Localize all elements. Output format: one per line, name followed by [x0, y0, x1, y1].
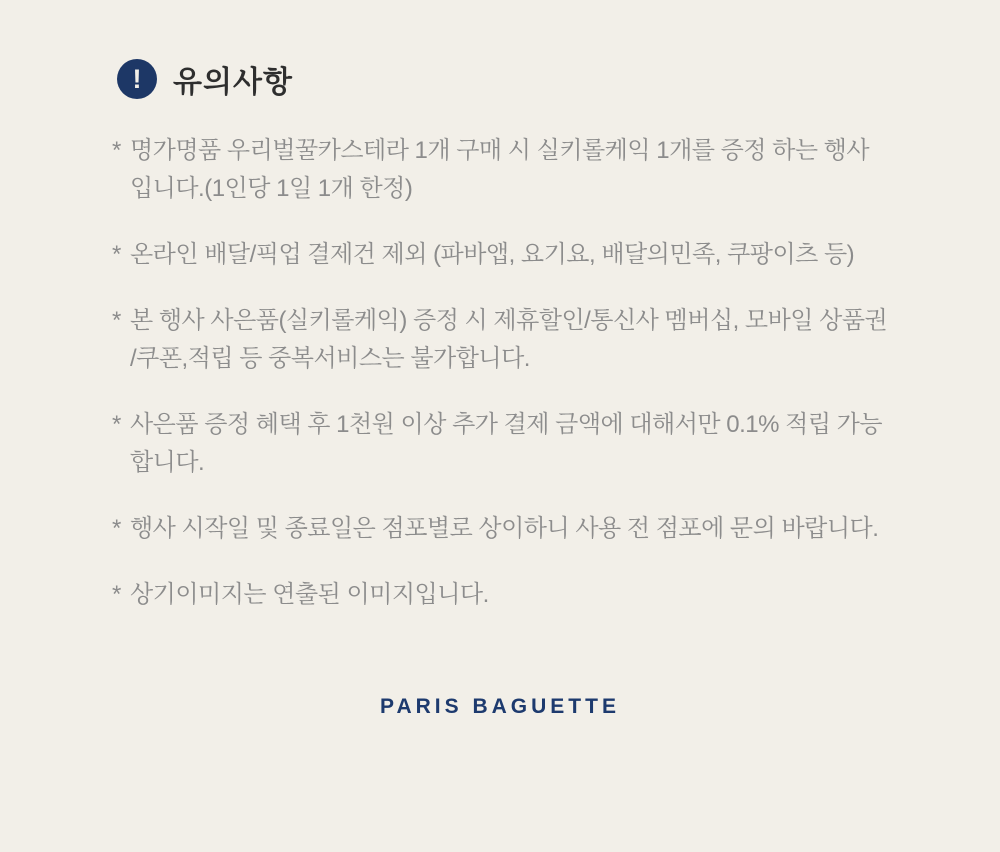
notice-item: [112, 406, 892, 482]
footer: [0, 695, 1000, 719]
notice-bullet: *: [112, 515, 122, 542]
notice-bullet: *: [112, 241, 122, 268]
notice-list: [112, 132, 892, 614]
notice-text: 사은품 증정 혜택 후 1천원 이상 추가 결제 금액에 대해서만 0.1% 적립 가능 합니다.: [130, 411, 883, 476]
notice-item: [112, 132, 892, 208]
notice-text: 명가명품 우리벌꿀카스테라 1개 구매 시 실키롤케익 1개를 증정 하는 행사 입니다.(1인당 1일 1개 한정): [130, 137, 870, 202]
notice-header: [0, 0, 1000, 101]
notice-bullet: *: [112, 307, 122, 334]
notice-item: [112, 236, 892, 274]
notice-item: [112, 510, 892, 548]
notice-text: 상기이미지는 연출된 이미지입니다.: [130, 581, 489, 608]
notice-bullet: *: [112, 411, 122, 438]
notice-text: 행사 시작일 및 종료일은 점포별로 상이하니 사용 전 점포에 문의 바랍니다.: [130, 515, 879, 542]
paris-baguette-logo: PARIS BAGUETTE: [380, 695, 620, 718]
notice-item: [112, 576, 892, 614]
notice-text: 본 행사 사은품(실키롤케익) 증정 시 제휴할인/통신사 멤버십, 모바일 상품권 /쿠폰,적립 등 중복서비스는 불가합니다.: [130, 307, 888, 372]
notice-item: [112, 302, 892, 378]
notice-bullet: *: [112, 581, 122, 608]
notice-text: 온라인 배달/픽업 결제건 제외 (파바앱, 요기요, 배달의민족, 쿠팡이츠 등): [130, 241, 855, 268]
notice-bullet: *: [112, 137, 122, 164]
exclamation-icon: [117, 59, 157, 99]
exclamation-glyph: !: [132, 63, 142, 94]
notice-title: 유의사항: [173, 66, 293, 99]
